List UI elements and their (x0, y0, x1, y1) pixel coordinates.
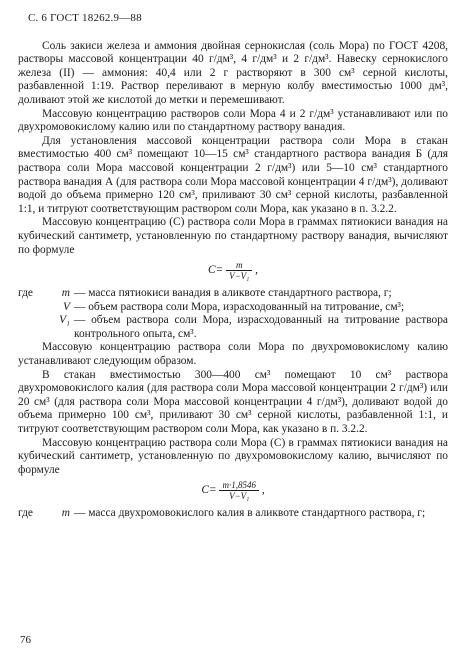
definition-symbol: V (63, 300, 70, 313)
formula-2-tail: , (261, 484, 265, 497)
formula-1-numerator: m (226, 260, 252, 271)
paragraph-mohr-salt: Соль закиси железа и аммония двойная сернокислая (соль Мора) по ГОСТ 4208, растворы массовой концентрации 40 г/дм³, 4 г/дм³ и 2 г/дм³. Навеску сернокислого железа (II) — аммония: 40,4 или 2 г растворяют в 300 см³ серной кислоты, разбавленной 1:19. Раствор переливают в мерную колбу вместимостью 1000 дм³, доливают этой же кислотой до метки и перемешивают. (18, 39, 448, 106)
paragraph-formula2-intro: Массовую концентрацию раствора соли Мора (C) в граммах пятиокиси ванадия на кубический сантиметр, установленную по двухромовокислому калию, вычисляют по формуле (18, 436, 448, 476)
definition-row (18, 301, 448, 315)
definition-text: — объем раствора соли Мора, израсходованный на титрование раствора контрольного опыта, см³. (74, 314, 448, 340)
formula-1-lhs: C= (207, 264, 224, 277)
definition-label (18, 301, 46, 315)
paragraph-dichromate-procedure: В стакан вместимостью 300—400 см³ помещают 10 см³ раствора двухромовокислого калия (для раствора соли Мора массовой концентрации 2 г/дм³) или 20 см³ (для раствора соли Мора массовой концентрации 4 г/дм³), доливают водой до объема примерно 100 см³, приливают 30 см³ серной кислоты, разбавленной 1:1, и титруют соответствующим раствором соли Мора, как указано в п. 3.2.2. (18, 368, 448, 436)
formula-2 (18, 480, 448, 501)
definition-symbol: V₁ (59, 314, 70, 327)
definition-text: — масса пятиокиси ванадия в аликвоте стандартного раствора, г; (74, 287, 392, 300)
definition-row (18, 314, 448, 341)
definition-label: где (18, 287, 33, 300)
definition-symbol: m (61, 287, 70, 300)
definition-symbol: m (61, 507, 70, 520)
definition-text: — масса двухромовокислого калия в аликвоте стандартного раствора, г; (74, 507, 426, 520)
formula-1-denominator: V−V₁ (229, 271, 250, 282)
page-header: С. 6 ГОСТ 18262.9—88 (28, 12, 142, 24)
formula-2-lhs: C= (201, 484, 217, 497)
definition-text: — объем раствора соли Мора, израсходованный на титрование, см³; (74, 300, 405, 313)
definition-row (18, 507, 448, 521)
definition-label (18, 314, 46, 341)
formula-2-numerator: m·1,8546 (219, 480, 259, 491)
formula-1-tail: , (255, 264, 259, 277)
paragraph-formula1-intro: Массовую концентрацию (C) раствора соли Мора в граммах пятиокиси ванадия на кубический сантиметр, установленную по стандартному раствору ванадия, вычисляют по формуле (18, 216, 448, 256)
page-number: 76 (20, 634, 31, 646)
formula-1 (18, 260, 448, 281)
definition-row (18, 287, 448, 301)
definitions-2 (18, 507, 448, 521)
formula-1-fraction (226, 260, 252, 281)
formula-2-denominator: V−V₁ (229, 491, 250, 502)
paragraph-dichromate-intro: Массовую концентрацию раствора соли Мора по двухромовокислому калию устанавливают следующим образом. (18, 341, 448, 368)
document-page (18, 12, 448, 521)
top-section (18, 40, 448, 258)
paragraph-vanadium-procedure: Для установления массовой концентрации раствора соли Мора в стакан вместимостью 400 см³ помещают 10—15 см³ стандартного раствора ванадия Б (для раствора соли Мора массовой концентрации 2 г/дм³) или 5—10 см³ стандартного раствора ванадия А (для раствора соли Мора массовой концентрации 4 г/дм³), доливают водой до объема примерно 120 см³, приливают 30 см³ серной кислоты, разбавленной 1:1, и титруют соответствующим раствором соли Мора, как указано в п. 3.2.2. (18, 134, 448, 215)
definitions-1 (18, 287, 448, 341)
middle-section (18, 341, 448, 477)
definition-label: где (18, 507, 33, 520)
paragraph-concentration-methods: Массовую концентрацию растворов соли Мора 4 и 2 г/дм³ устанавливают или по двухромовокислому калию или по стандартному раствору ванадия. (18, 107, 448, 134)
formula-2-fraction (219, 480, 259, 501)
